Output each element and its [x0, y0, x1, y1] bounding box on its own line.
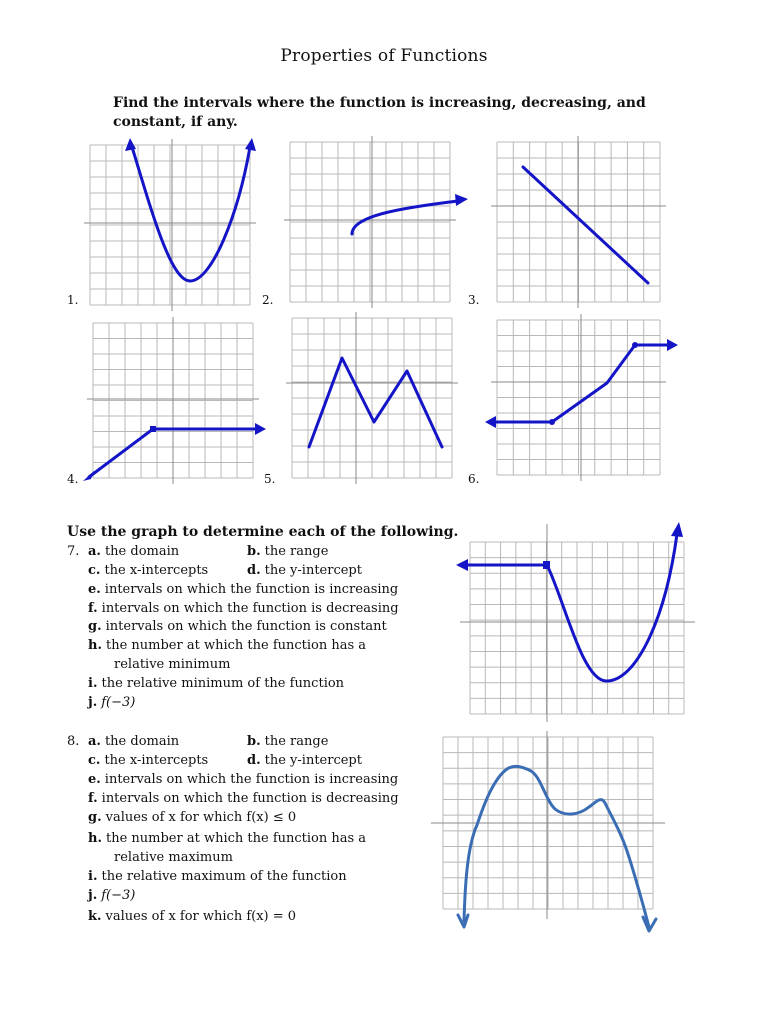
- graph-label-6: 6.: [468, 472, 480, 486]
- q7-item-g: g. intervals on which the function is constant: [88, 619, 387, 634]
- q7-item-e: e. intervals on which the function is increasing: [88, 582, 399, 597]
- q7-item-c: c. the x-intercepts: [88, 563, 209, 578]
- q8-item-d: d. the y-intercept: [247, 753, 362, 768]
- graph-1-curve: [132, 147, 250, 281]
- graph-label-1: 1.: [67, 293, 79, 307]
- graph-5-curve: [309, 358, 442, 447]
- question-8: [67, 733, 447, 933]
- q8-item-i: i. the relative maximum of the function: [88, 869, 347, 884]
- graph-label-2: 2.: [262, 293, 274, 307]
- graph-8: [443, 737, 653, 909]
- graph-3-curve: [523, 167, 648, 283]
- graph-label-3: 3.: [468, 293, 480, 307]
- q8-item-k: k. values of x for which f(x) = 0: [88, 909, 297, 924]
- graph-5: [292, 318, 452, 478]
- q7-item-d: d. the y-intercept: [247, 563, 362, 578]
- graph-6: [497, 320, 660, 475]
- q8-item-e: e. intervals on which the function is increasing: [88, 772, 399, 787]
- graph-label-5: 5.: [264, 472, 276, 486]
- page-title: Properties of Functions: [280, 46, 488, 66]
- graph-1: [90, 145, 250, 305]
- q7-item-j: j. f(−3): [88, 695, 136, 710]
- graph-4: [93, 323, 253, 478]
- instructions: Find the intervals where the function is increasing, decreasing, and constant, if any.: [113, 95, 646, 130]
- q8-item-g: g. values of x for which f(x) ≤ 0: [88, 810, 297, 825]
- q8-item-a: a. the domain: [88, 734, 180, 749]
- q8-item-h-cont: relative maximum: [114, 850, 233, 865]
- q7-item-f: f. intervals on which the function is decreasing: [88, 601, 399, 616]
- graph-label-4: 4.: [67, 472, 79, 486]
- q7-item-i: i. the relative minimum of the function: [88, 676, 345, 691]
- graph-7-curve: [547, 534, 677, 681]
- question-7: [67, 543, 457, 723]
- graph-2: [290, 142, 450, 302]
- q7-number: 7.: [67, 544, 80, 559]
- q7-item-h: h. the number at which the function has a: [88, 638, 367, 653]
- q8-item-b: b. the range: [247, 734, 329, 749]
- graph-3: [497, 142, 660, 302]
- q8-item-f: f. intervals on which the function is decreasing: [88, 791, 399, 806]
- q7-item-a: a. the domain: [88, 544, 180, 559]
- q7-item-b: b. the range: [247, 544, 329, 559]
- q8-item-h: h. the number at which the function has a: [88, 831, 367, 846]
- q7-item-h-cont: relative minimum: [114, 657, 231, 672]
- q8-item-c: c. the x-intercepts: [88, 753, 209, 768]
- graph-7: [470, 542, 684, 714]
- q8-number: 8.: [67, 734, 80, 749]
- q8-item-j: j. f(−3): [88, 888, 136, 903]
- section-heading: Use the graph to determine each of the following.: [67, 524, 459, 540]
